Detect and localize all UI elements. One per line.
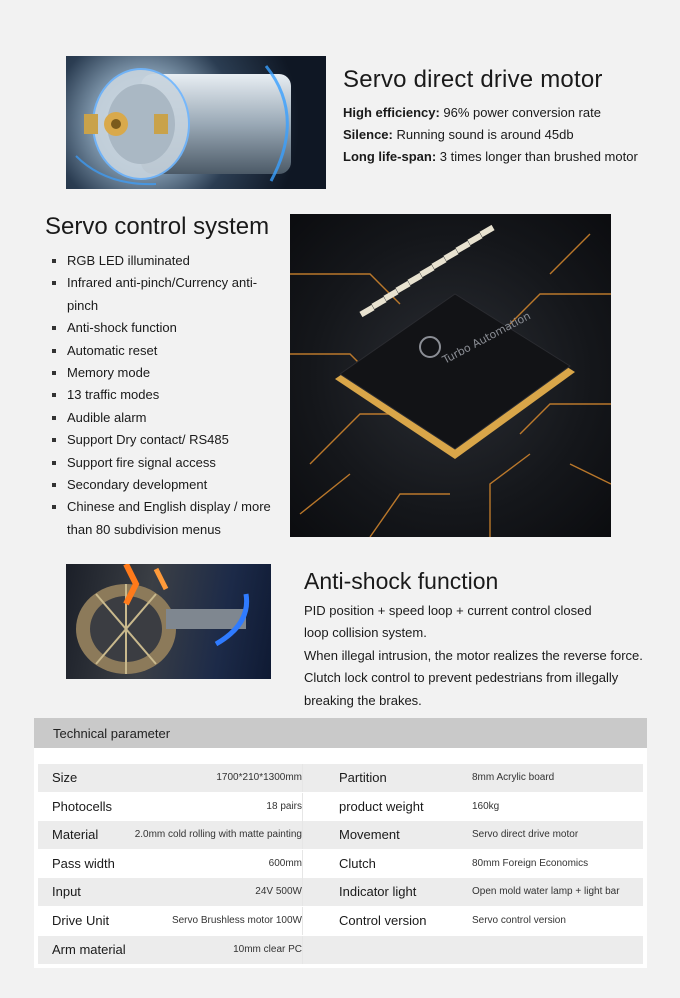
column-divider [302,764,303,792]
param-value: 18 pairs [266,801,302,812]
spec-value: Running sound is around 45db [392,127,574,142]
feature-item: Support fire signal access [50,452,280,474]
param-label: Clutch [339,856,376,871]
param-value: 24V 500W [255,886,302,897]
feature-list [50,250,280,541]
param-label: Size [52,770,78,785]
table-row [38,764,643,792]
table-row [38,850,643,878]
table-row [38,793,643,821]
column-divider [302,793,303,821]
control-title: Servo control system [45,213,270,240]
spec-lifespan [343,148,638,166]
param-label: Input [52,884,81,899]
feature-item: Anti-shock function [50,317,280,339]
param-value: 160kg [472,801,500,812]
table-row [38,936,643,964]
param-label: Material [52,827,99,842]
param-label: Photocells [52,799,112,814]
description-line: Clutch lock control to prevent pedestrians from illegally [304,670,619,686]
spec-efficiency [343,104,601,122]
servo-motor-image [66,56,326,189]
tech-param-title: Technical parameter [53,726,171,741]
spec-label: High efficiency: [343,105,440,120]
param-label: Drive Unit [52,913,110,928]
spec-label: Silence: [343,127,393,142]
param-label: product weight [339,799,424,814]
param-label: Indicator light [339,884,417,899]
param-value: 600mm [268,858,302,869]
spec-silence [343,126,574,144]
param-label: Control version [339,913,427,928]
param-value: Servo control version [472,915,566,926]
antishock-description [304,600,664,712]
spec-value: 3 times longer than brushed motor [436,149,638,164]
param-value: Open mold water lamp + light bar [472,886,620,897]
column-divider [302,821,303,849]
param-value: Servo Brushless motor 100W [171,915,302,926]
param-value: 8mm Acrylic board [472,772,555,783]
description-line: loop collision system. [304,625,427,641]
motor-cutaway-image [66,564,271,679]
feature-item: Memory mode [50,362,280,384]
feature-item: Automatic reset [50,340,280,362]
column-divider [302,878,303,906]
feature-item: RGB LED illuminated [50,250,280,272]
column-divider [302,936,303,964]
column-divider [302,907,303,935]
param-value: 10mm clear PC [233,944,302,955]
description-line: breaking the brakes. [304,692,422,708]
feature-item: Support Dry contact/ RS485 [50,429,280,451]
param-label: Partition [339,770,387,785]
param-value: Servo direct drive motor [472,829,579,840]
motor-title: Servo direct drive motor [343,66,603,93]
param-label: Pass width [52,856,115,871]
feature-item: Infrared anti-pinch/Currency anti-pinch [50,272,280,317]
spec-value: 96% power conversion rate [439,105,601,120]
description-line: PID position + speed loop + current control closed [304,603,592,618]
param-value: 1700*210*1300mm [216,772,302,783]
chip-brand-text: Turbo Automation [440,309,533,367]
param-value: 80mm Foreign Economics [472,858,589,869]
description-line: When illegal intrusion, the motor realizes the reverse force. [304,647,643,663]
table-row [38,907,643,935]
param-value: 2.0mm cold rolling with matte painting [134,829,302,840]
antishock-title: Anti-shock function [304,568,499,594]
table-row [38,878,643,906]
param-label: Arm material [52,942,126,957]
table-row [38,821,643,849]
param-label: Movement [339,827,400,842]
feature-item: 13 traffic modes [50,384,280,406]
feature-item: Chinese and English display / more than 80 subdivision menus [50,496,280,541]
spec-label: Long life-span: [343,149,437,164]
tech-param-header [34,718,647,748]
feature-item: Audible alarm [50,407,280,429]
feature-item: Secondary development [50,474,280,496]
column-divider [302,850,303,878]
chip-image [290,214,611,537]
